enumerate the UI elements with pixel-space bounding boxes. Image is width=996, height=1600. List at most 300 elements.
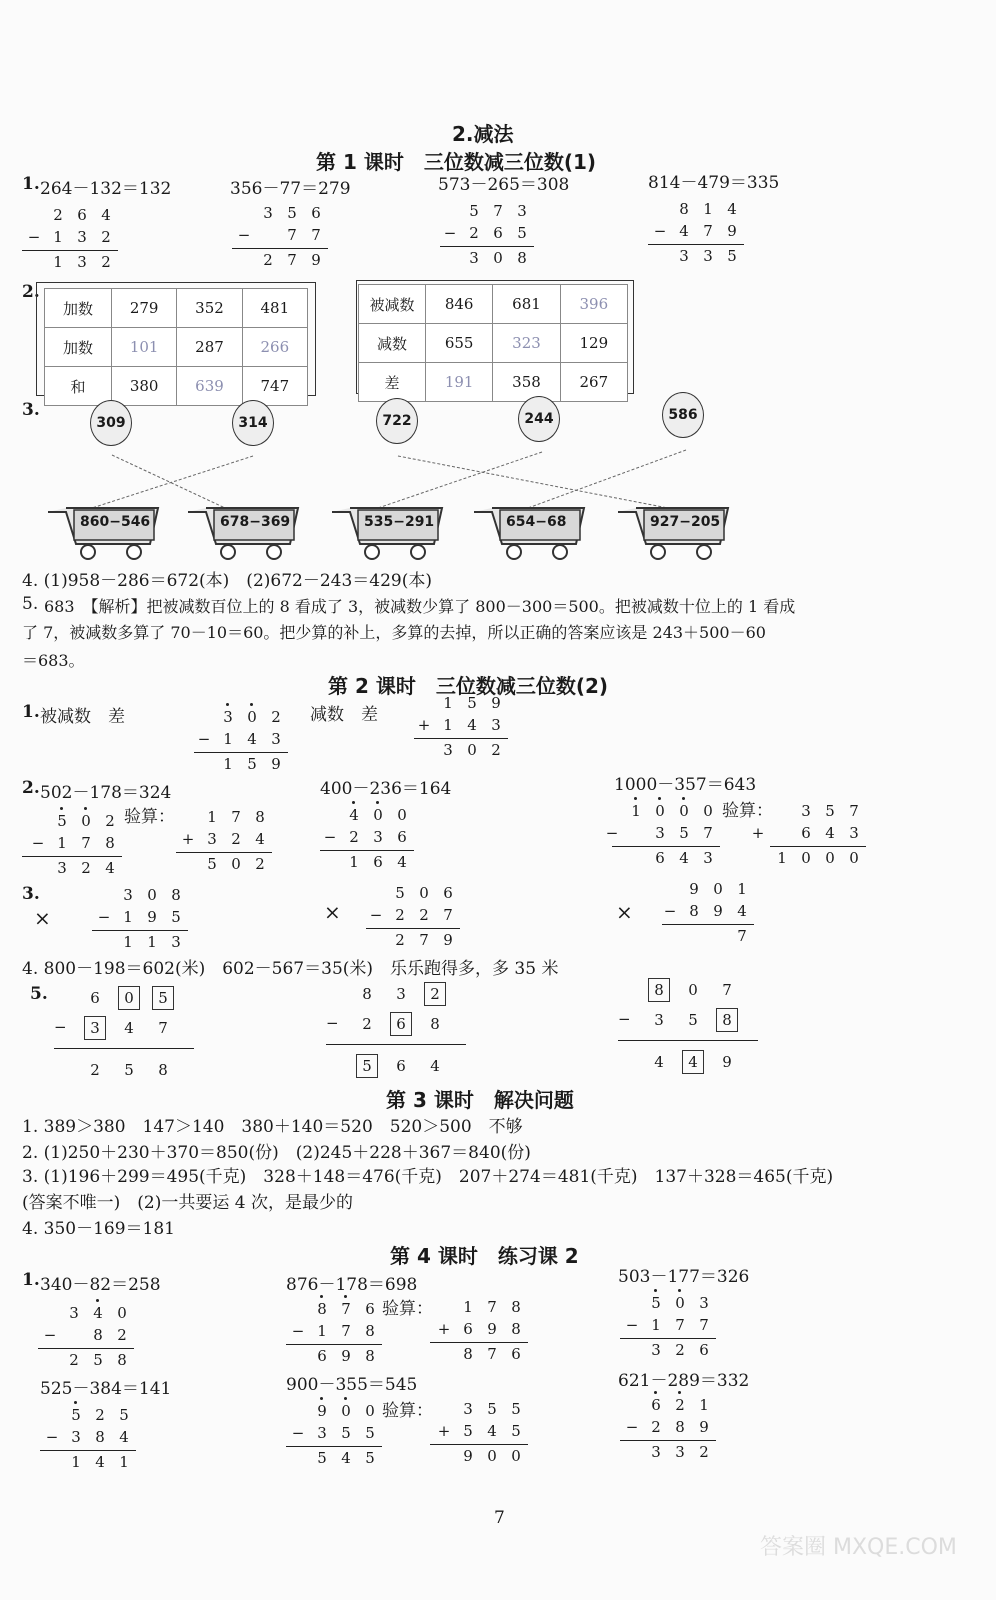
digit: 2 bbox=[101, 253, 111, 271]
digit: 8 bbox=[716, 1008, 738, 1032]
digit: 0 bbox=[365, 1402, 375, 1420]
digit: 2 bbox=[675, 1341, 685, 1359]
digit: 6 bbox=[397, 828, 407, 846]
digit: 4 bbox=[737, 902, 747, 920]
divider-line bbox=[38, 1348, 134, 1349]
digit: 6 bbox=[311, 204, 321, 222]
digit: 3 bbox=[223, 708, 233, 726]
digit: 7 bbox=[419, 931, 429, 949]
digit: 3 bbox=[69, 1304, 79, 1322]
table-cell: 846 bbox=[426, 285, 493, 324]
digit: 5 bbox=[467, 694, 477, 712]
l4-vertical-4 bbox=[40, 1406, 136, 1472]
digit: 3 bbox=[396, 985, 406, 1003]
digit: 2 bbox=[255, 855, 265, 873]
digit: 6 bbox=[396, 1057, 406, 1075]
l2-q2-eq-3: 1000－357＝643 bbox=[614, 775, 757, 795]
balloon: 722 bbox=[376, 398, 418, 444]
digit: 5 bbox=[463, 1422, 473, 1440]
digit: 0 bbox=[801, 849, 811, 867]
digit: 7 bbox=[287, 226, 297, 244]
digit: 7 bbox=[341, 1322, 351, 1340]
digit: 2 bbox=[81, 859, 91, 877]
operator-sign: + bbox=[437, 1320, 451, 1338]
digit: 3 bbox=[651, 1443, 661, 1461]
digit: 5 bbox=[825, 802, 835, 820]
operator-sign: − bbox=[326, 1014, 339, 1032]
borrow-dot bbox=[634, 797, 637, 800]
digit: 4 bbox=[682, 1050, 704, 1074]
digit: 9 bbox=[317, 1402, 327, 1420]
balloon: 586 bbox=[662, 392, 704, 438]
page-number: 7 bbox=[494, 1508, 505, 1528]
l4-check-5 bbox=[430, 1400, 528, 1466]
l1-q1-eq-2: 356－77＝279 bbox=[230, 179, 351, 199]
digit: 6 bbox=[90, 989, 100, 1007]
l2-q1-vertical-1 bbox=[194, 708, 288, 774]
l1-q4: 4. (1)958－286＝672(本) (2)672－243＝429(本) bbox=[22, 571, 433, 591]
table-cell: 101 bbox=[112, 328, 177, 367]
check-label: 验算： bbox=[722, 801, 773, 821]
wrong-mark: × bbox=[616, 900, 633, 924]
borrow-dot bbox=[654, 1289, 657, 1292]
digit: 4 bbox=[727, 200, 737, 218]
digit: 5 bbox=[688, 1011, 698, 1029]
operator-sign: + bbox=[437, 1422, 451, 1440]
digit: 1 bbox=[57, 834, 67, 852]
digit: 2 bbox=[491, 741, 501, 759]
borrow-dot bbox=[74, 1401, 77, 1404]
digit: 4 bbox=[825, 824, 835, 842]
digit: 1 bbox=[349, 853, 359, 871]
lesson-3-title: 第 3 课时 解决问题 bbox=[386, 1088, 574, 1112]
l2-q1-answer-a: 被减数 差 bbox=[40, 707, 125, 727]
digit: 5 bbox=[247, 755, 257, 773]
operator-sign: − bbox=[97, 908, 111, 926]
divider-line bbox=[40, 1450, 136, 1451]
digit: 3 bbox=[77, 253, 87, 271]
operator-sign: − bbox=[197, 730, 211, 748]
borrow-dot bbox=[678, 1391, 681, 1394]
digit: 6 bbox=[317, 1347, 327, 1365]
digit: 0 bbox=[147, 886, 157, 904]
digit: 8 bbox=[689, 902, 699, 920]
cart-expression: 654−68 bbox=[506, 514, 567, 530]
digit: 3 bbox=[699, 1294, 709, 1312]
divider-line bbox=[662, 924, 754, 925]
table-cell: 352 bbox=[177, 289, 242, 328]
digit: 3 bbox=[123, 886, 133, 904]
operator-sign: − bbox=[653, 222, 667, 240]
digit: 5 bbox=[317, 1449, 327, 1467]
table-cell: 129 bbox=[560, 324, 627, 363]
digit: 4 bbox=[105, 859, 115, 877]
digit: 5 bbox=[511, 1400, 521, 1418]
l2-q1-vertical-2 bbox=[414, 694, 508, 760]
digit: 0 bbox=[849, 849, 859, 867]
digit: 0 bbox=[825, 849, 835, 867]
borrow-dot bbox=[376, 801, 379, 804]
digit: 2 bbox=[231, 830, 241, 848]
digit: 3 bbox=[703, 247, 713, 265]
l4-eq-5: 900－355＝545 bbox=[286, 1375, 418, 1395]
section-title: 2.减法 bbox=[452, 122, 514, 146]
operator-sign: − bbox=[625, 1418, 639, 1436]
l4-eq-4: 525－384＝141 bbox=[40, 1379, 172, 1399]
digit: 6 bbox=[77, 206, 87, 224]
l2-q2-vertical-3 bbox=[605, 802, 720, 868]
digit: 9 bbox=[271, 755, 281, 773]
digit: 5 bbox=[651, 1294, 661, 1312]
operator-sign: − bbox=[27, 228, 41, 246]
table-cell: 267 bbox=[560, 363, 627, 402]
table-header-cell: 被减数 bbox=[359, 285, 426, 324]
digit: 0 bbox=[703, 802, 713, 820]
table-header-cell: 加数 bbox=[45, 289, 112, 328]
digit: 1 bbox=[207, 808, 217, 826]
digit: 5 bbox=[71, 1406, 81, 1424]
wrong-mark: × bbox=[324, 900, 341, 924]
digit: 6 bbox=[493, 224, 503, 242]
operator-sign: − bbox=[618, 1010, 631, 1028]
l3-line-4: (答案不唯一) (2)一共要运 4 次，是最少的 bbox=[22, 1193, 353, 1213]
digit: 2 bbox=[349, 828, 359, 846]
digit: 5 bbox=[365, 1449, 375, 1467]
divider-line bbox=[612, 846, 720, 847]
operator-sign: − bbox=[54, 1018, 67, 1036]
cart-icon bbox=[186, 500, 304, 562]
divider-line bbox=[22, 856, 122, 857]
borrow-dot bbox=[320, 1397, 323, 1400]
borrow-dot bbox=[344, 1295, 347, 1298]
digit: 2 bbox=[469, 224, 479, 242]
l4-eq-2: 876－178＝698 bbox=[286, 1275, 418, 1295]
digit: 2 bbox=[675, 1396, 685, 1414]
l2-q3-vertical-3 bbox=[662, 880, 754, 946]
digit: 2 bbox=[395, 931, 405, 949]
digit: 9 bbox=[341, 1347, 351, 1365]
balloon: 309 bbox=[90, 400, 132, 446]
borrow-dot bbox=[654, 1391, 657, 1394]
digit: 9 bbox=[463, 1447, 473, 1465]
digit: 8 bbox=[95, 1428, 105, 1446]
lesson-4-title: 第 4 课时 练习课 2 bbox=[390, 1244, 579, 1268]
digit: 2 bbox=[395, 906, 405, 924]
digit: 3 bbox=[703, 849, 713, 867]
digit: 4 bbox=[93, 1304, 103, 1322]
table-cell: 681 bbox=[493, 285, 560, 324]
digit: 1 bbox=[699, 1396, 709, 1414]
l1-q3-label: 3. bbox=[22, 400, 40, 420]
cart bbox=[186, 500, 304, 567]
digit: 5 bbox=[57, 812, 67, 830]
borrow-dot bbox=[344, 1397, 347, 1400]
digit: 6 bbox=[390, 1012, 412, 1036]
cart-icon bbox=[46, 500, 164, 562]
divider-line bbox=[286, 1344, 382, 1345]
operator-sign: − bbox=[237, 226, 251, 244]
table-cell: 279 bbox=[112, 289, 177, 328]
table-cell: 323 bbox=[493, 324, 560, 363]
borrow-dot bbox=[678, 1289, 681, 1292]
digit: 8 bbox=[117, 1351, 127, 1369]
digit: 8 bbox=[362, 985, 372, 1003]
l1-q5-line-2: 了 7，被减数多算了 70－10＝60。把少算的补上，多算的去掉，所以正确的答案应该是 243＋500－60 bbox=[22, 623, 766, 642]
table-cell: 655 bbox=[426, 324, 493, 363]
digit: 7 bbox=[158, 1019, 168, 1037]
divider-line bbox=[286, 1446, 382, 1447]
watermark: 答案圈 MXQE.COM bbox=[760, 1535, 957, 1560]
digit: 6 bbox=[699, 1341, 709, 1359]
digit: 0 bbox=[467, 741, 477, 759]
digit: 9 bbox=[727, 222, 737, 240]
l4-vertical-5 bbox=[286, 1402, 382, 1468]
digit: 8 bbox=[430, 1015, 440, 1033]
l1-q1-eq-1: 264－132＝132 bbox=[40, 179, 172, 199]
digit: 0 bbox=[247, 708, 257, 726]
divider-line bbox=[430, 1444, 528, 1445]
digit: 3 bbox=[517, 202, 527, 220]
divider-line bbox=[414, 738, 508, 739]
digit: 3 bbox=[801, 802, 811, 820]
operator-sign: − bbox=[31, 834, 45, 852]
digit: 6 bbox=[655, 849, 665, 867]
l2-q2-eq-2: 400－236＝164 bbox=[320, 779, 452, 799]
digit: 3 bbox=[317, 1424, 327, 1442]
digit: 5 bbox=[287, 204, 297, 222]
borrow-dot bbox=[60, 807, 63, 810]
l4-q1-label: 1. bbox=[22, 1270, 40, 1290]
digit: 7 bbox=[311, 226, 321, 244]
divider-line bbox=[92, 930, 188, 931]
digit: 2 bbox=[53, 206, 63, 224]
table-header-cell: 差 bbox=[359, 363, 426, 402]
l1-q1-eq-3: 573－265＝308 bbox=[438, 175, 570, 195]
digit: 5 bbox=[171, 908, 181, 926]
l1-q1-eq-4: 814－479＝335 bbox=[648, 173, 780, 193]
digit: 6 bbox=[443, 884, 453, 902]
digit: 8 bbox=[317, 1300, 327, 1318]
operator-sign: − bbox=[663, 902, 677, 920]
digit: 0 bbox=[419, 884, 429, 902]
l1-q5-line-3: ＝683。 bbox=[22, 651, 85, 670]
digit: 9 bbox=[722, 1053, 732, 1071]
digit: 1 bbox=[223, 730, 233, 748]
digit: 9 bbox=[311, 251, 321, 269]
digit: 3 bbox=[654, 1011, 664, 1029]
borrow-dot bbox=[96, 1299, 99, 1302]
cart bbox=[472, 500, 590, 567]
l4-vertical-3 bbox=[620, 1294, 716, 1360]
digit: 5 bbox=[93, 1351, 103, 1369]
divider-line bbox=[620, 1440, 716, 1441]
cart-icon bbox=[616, 500, 734, 562]
table-header-cell: 减数 bbox=[359, 324, 426, 363]
cart bbox=[616, 500, 734, 567]
digit: 0 bbox=[373, 806, 383, 824]
digit: 7 bbox=[699, 1316, 709, 1334]
digit: 6 bbox=[511, 1345, 521, 1363]
digit: 7 bbox=[487, 1345, 497, 1363]
digit: 7 bbox=[849, 802, 859, 820]
table-cell: 191 bbox=[426, 363, 493, 402]
divider-line bbox=[618, 1040, 758, 1041]
digit: 0 bbox=[493, 249, 503, 267]
digit: 1 bbox=[651, 1316, 661, 1334]
digit: 3 bbox=[679, 247, 689, 265]
digit: 2 bbox=[419, 906, 429, 924]
divider-line bbox=[620, 1338, 716, 1339]
cart-expression: 678−369 bbox=[220, 514, 291, 530]
borrow-dot bbox=[658, 797, 661, 800]
check-label: 验算： bbox=[124, 807, 175, 827]
digit: 1 bbox=[53, 228, 63, 246]
digit: 2 bbox=[263, 251, 273, 269]
l4-vertical-2 bbox=[286, 1300, 382, 1366]
digit: 7 bbox=[341, 1300, 351, 1318]
digit: 9 bbox=[689, 880, 699, 898]
check-label: 验算： bbox=[382, 1299, 433, 1319]
cart-icon bbox=[472, 500, 590, 562]
operator-sign: + bbox=[417, 716, 431, 734]
digit: 1 bbox=[737, 880, 747, 898]
digit: 7 bbox=[675, 1316, 685, 1334]
operator-sign: − bbox=[45, 1428, 59, 1446]
digit: 1 bbox=[631, 802, 641, 820]
table-cell: 358 bbox=[493, 363, 560, 402]
table-cell: 266 bbox=[242, 328, 307, 367]
digit: 1 bbox=[223, 755, 233, 773]
cart-expression: 535−291 bbox=[364, 514, 435, 530]
digit: 8 bbox=[171, 886, 181, 904]
digit: 1 bbox=[123, 933, 133, 951]
digit: 2 bbox=[424, 982, 446, 1006]
table-cell: 396 bbox=[560, 285, 627, 324]
digit: 1 bbox=[123, 908, 133, 926]
digit: 1 bbox=[71, 1453, 81, 1471]
digit: 8 bbox=[675, 1418, 685, 1436]
digit: 0 bbox=[655, 802, 665, 820]
digit: 7 bbox=[487, 1298, 497, 1316]
digit: 2 bbox=[101, 228, 111, 246]
digit: 8 bbox=[648, 978, 670, 1002]
borrow-dot bbox=[682, 797, 685, 800]
divider-line bbox=[430, 1342, 528, 1343]
digit: 3 bbox=[469, 249, 479, 267]
operator-sign: − bbox=[625, 1316, 639, 1334]
cart bbox=[46, 500, 164, 567]
digit: 1 bbox=[463, 1298, 473, 1316]
digit: 8 bbox=[158, 1061, 168, 1079]
l1-q5-label: 5. bbox=[22, 594, 39, 614]
l2-q2-check-1 bbox=[176, 808, 272, 874]
operator-sign: − bbox=[291, 1424, 305, 1442]
cart-icon bbox=[330, 500, 448, 562]
wrong-mark: × bbox=[34, 906, 51, 930]
digit: 0 bbox=[675, 1294, 685, 1312]
l2-q2-vertical-1 bbox=[22, 812, 122, 878]
table-cell: 287 bbox=[177, 328, 242, 367]
digit: 8 bbox=[255, 808, 265, 826]
l3-line-3: 3. (1)196＋299＝495(千克) 328＋148＝476(千克) 207＋274＝481(千克) 137＋328＝465(千克) bbox=[22, 1167, 834, 1187]
l1-q2-label: 2. bbox=[22, 282, 40, 302]
digit: 8 bbox=[517, 249, 527, 267]
digit: 9 bbox=[713, 902, 723, 920]
digit: 3 bbox=[675, 1443, 685, 1461]
operator-sign: + bbox=[751, 824, 765, 842]
table-cell: 380 bbox=[112, 367, 177, 406]
digit: 5 bbox=[395, 884, 405, 902]
digit: 8 bbox=[93, 1326, 103, 1344]
digit: 0 bbox=[487, 1447, 497, 1465]
digit: 1 bbox=[147, 933, 157, 951]
l2-q5-label: 5. bbox=[30, 984, 48, 1004]
digit: 7 bbox=[737, 927, 747, 945]
divider-line bbox=[54, 1048, 194, 1049]
digit: 9 bbox=[443, 931, 453, 949]
digit: 7 bbox=[722, 981, 732, 999]
digit: 4 bbox=[341, 1449, 351, 1467]
l4-vertical-1 bbox=[38, 1304, 134, 1370]
digit: 1 bbox=[777, 849, 787, 867]
digit: 6 bbox=[463, 1320, 473, 1338]
digit: 5 bbox=[487, 1400, 497, 1418]
l3-line-1: 1. 389＞380 147＞140 380＋140＝520 520＞500 不够 bbox=[22, 1117, 523, 1137]
l3-line-2: 2. (1)250＋230＋370＝850(份) (2)245＋228＋367＝840(份) bbox=[22, 1143, 531, 1163]
digit: 2 bbox=[95, 1406, 105, 1424]
digit: 3 bbox=[463, 1400, 473, 1418]
digit: 4 bbox=[397, 853, 407, 871]
digit: 4 bbox=[247, 730, 257, 748]
digit: 9 bbox=[487, 1320, 497, 1338]
digit: 5 bbox=[341, 1424, 351, 1442]
lesson-1-title: 第 1 课时 三位数减三位数(1) bbox=[316, 150, 597, 174]
table-cell: 481 bbox=[242, 289, 307, 328]
l4-eq-3: 503－177＝326 bbox=[618, 1267, 750, 1287]
digit: 2 bbox=[90, 1061, 100, 1079]
divider-line bbox=[194, 752, 288, 753]
l2-q2-vertical-2 bbox=[320, 806, 414, 872]
digit: 8 bbox=[511, 1320, 521, 1338]
table-cell: 747 bbox=[242, 367, 307, 406]
l2-q2-check-3 bbox=[751, 802, 866, 868]
lesson-2-title: 第 2 课时 三位数减三位数(2) bbox=[328, 674, 609, 698]
digit: 7 bbox=[443, 906, 453, 924]
digit: 1 bbox=[443, 694, 453, 712]
digit: 8 bbox=[105, 834, 115, 852]
digit: 7 bbox=[703, 824, 713, 842]
digit: 6 bbox=[801, 824, 811, 842]
operator-sign: − bbox=[443, 224, 457, 242]
digit: 3 bbox=[849, 824, 859, 842]
digit: 5 bbox=[511, 1422, 521, 1440]
table-header-cell: 和 bbox=[45, 367, 112, 406]
digit: 1 bbox=[443, 716, 453, 734]
digit: 8 bbox=[365, 1347, 375, 1365]
operator-sign: − bbox=[605, 824, 619, 842]
operator-sign: − bbox=[323, 828, 337, 846]
digit: 5 bbox=[469, 202, 479, 220]
l2-q3-vertical-2 bbox=[366, 884, 460, 950]
operator-sign: − bbox=[369, 906, 383, 924]
digit: 8 bbox=[511, 1298, 521, 1316]
digit: 3 bbox=[77, 228, 87, 246]
digit: 2 bbox=[699, 1443, 709, 1461]
digit: 0 bbox=[231, 855, 241, 873]
balloon: 314 bbox=[232, 400, 274, 446]
digit: 2 bbox=[362, 1015, 372, 1033]
digit: 4 bbox=[349, 806, 359, 824]
